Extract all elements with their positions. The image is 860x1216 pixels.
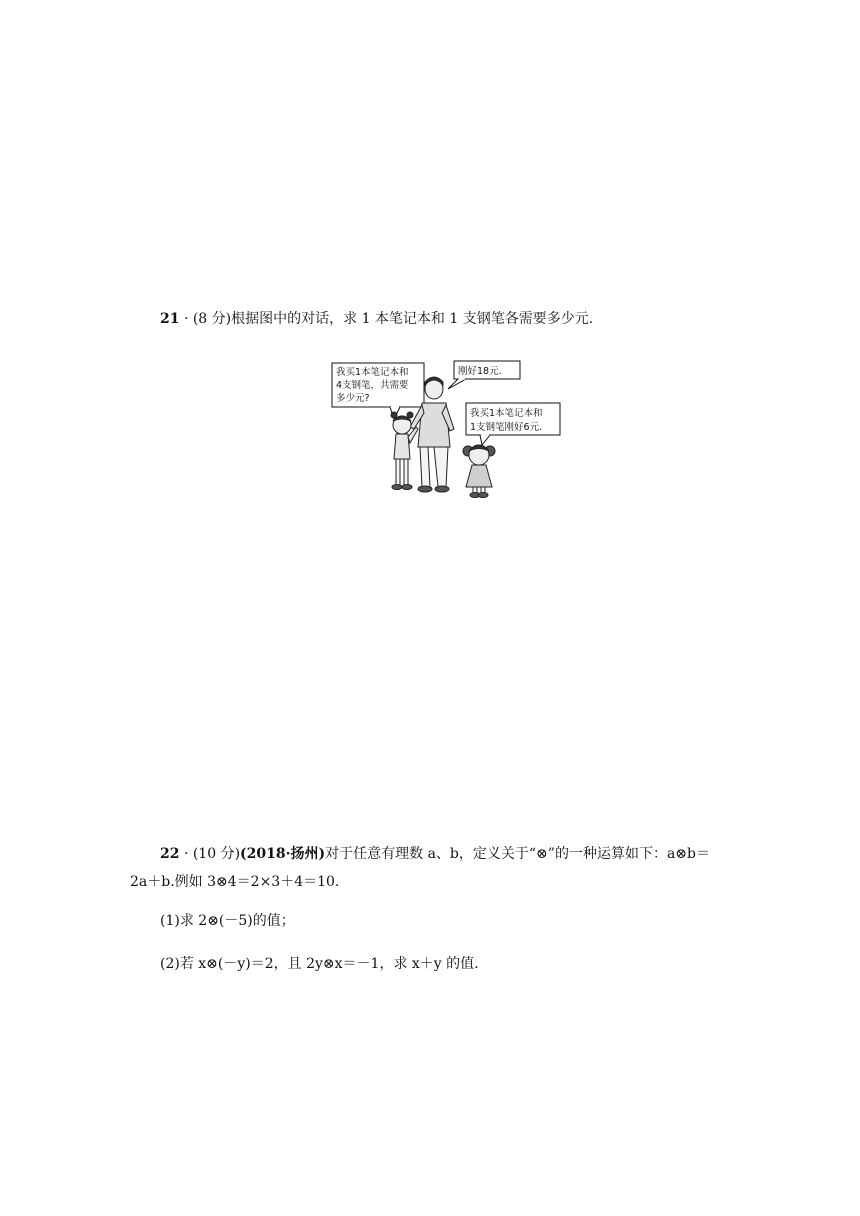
girl-right-figure (463, 445, 495, 498)
question-points: (8 分) (192, 311, 232, 327)
question-number: 21 (160, 311, 180, 327)
bubble-man-text: 刚好18元. (458, 366, 502, 377)
question-22-line1 (160, 845, 710, 863)
question-21 (160, 310, 593, 328)
question-22-line2: 2a＋b.例如 3⊗4＝2×3＋4＝10. (130, 874, 340, 890)
dialogue-illustration (330, 355, 562, 499)
speech-bubble-left (332, 363, 424, 419)
separator: · (183, 846, 189, 862)
bubble-right-line1: 我买1本笔记本和 (470, 408, 543, 419)
question-text: 根据图中的对话，求 1 本笔记本和 1 支钢笔各需要多少元. (231, 311, 594, 327)
bubble-left-line1: 我买1本笔记本和 (336, 367, 409, 378)
question-number: 22 (160, 846, 180, 862)
speech-bubble-man (448, 361, 520, 389)
separator: · (183, 311, 189, 327)
question-text: 对于任意有理数 a、b，定义关于“⊗”的一种运算如下：a⊗b＝ (325, 846, 710, 862)
bubble-right-line2: 1支钢笔刚好6元. (470, 422, 543, 433)
question-22-part1: (1)求 2⊗(－5)的值； (160, 913, 295, 929)
bubble-left-line3: 多少元? (336, 393, 370, 404)
speech-bubble-right (466, 403, 560, 445)
question-source: (2018·扬州) (240, 846, 326, 862)
question-22-part2: (2)若 x⊗(－y)＝2，且 2y⊗x＝－1，求 x＋y 的值. (160, 956, 479, 972)
bubble-left-line2: 4支钢笔，共需要 (336, 380, 409, 391)
question-points: (10 分) (192, 846, 241, 862)
